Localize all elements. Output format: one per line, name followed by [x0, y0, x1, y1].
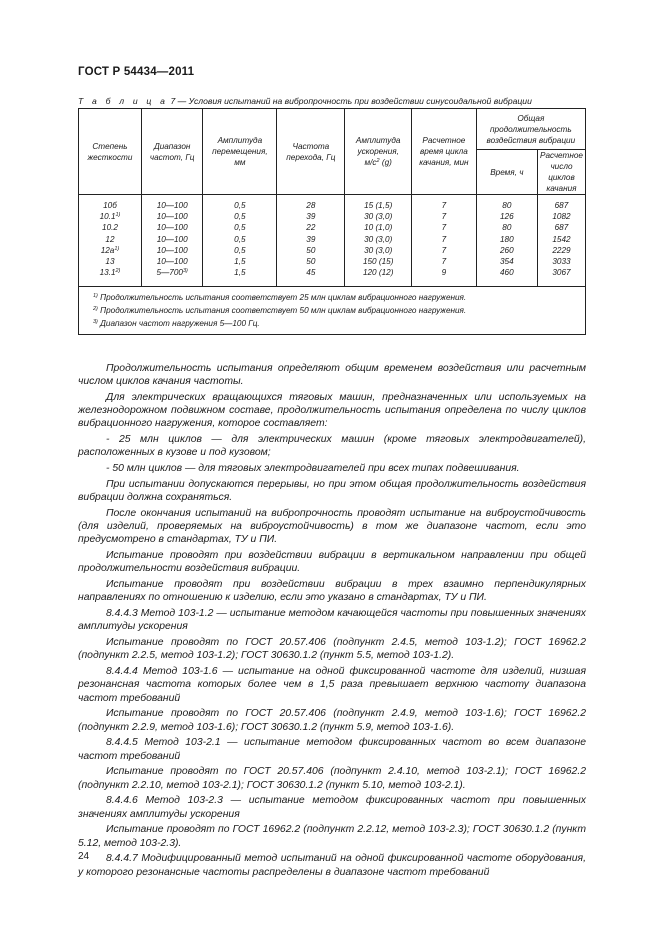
table-note: $^{3)}$ Диапазон частот нагружения 5—100 Гц.: [93, 319, 260, 328]
header-time: Время, ч: [476, 150, 537, 195]
time-cell: 354: [499, 257, 514, 267]
paragraph: Испытание проводят по ГОСТ 20.57.406 (подпункт 2.4.9, метод 103-1.6); ГОСТ 16962.2 (подпункт 2.2.9, метод 103-1.6); ГОСТ 30630.1.2 (пункт 5.9, метод 103-1.6).: [78, 708, 586, 733]
range-cell: 10—100: [156, 223, 188, 233]
time-cell: 80: [502, 201, 512, 210]
table-data-row: [79, 195, 586, 287]
amplitude-cell: 1,5: [234, 257, 246, 267]
header-acceleration-g: (g): [381, 158, 392, 167]
amplitude-cell: 0,5: [234, 223, 246, 233]
acceleration-cell: 30 (3,0): [364, 212, 393, 222]
table-note: $^{1)}$ Продолжительность испытания соответствует 25 млн циклам вибрационного нагружения.: [93, 293, 467, 302]
degree-cell: 13: [105, 257, 115, 267]
acceleration-cell: 30 (3,0): [364, 245, 393, 255]
table-caption-label: Т а б л и ц а: [78, 96, 169, 106]
col-crossover: [277, 195, 345, 287]
cycle-time-cell: 7: [441, 257, 447, 267]
degree-cell: 12: [105, 234, 115, 244]
range-cell: 10—100: [156, 234, 188, 244]
time-cell: 126: [499, 212, 514, 222]
header-acceleration-exp: 2: [376, 158, 380, 164]
header-cycles: Расчетное число циклов качания: [537, 150, 585, 195]
cycle-time-cell: 7: [441, 234, 447, 244]
cycles-cell: 687: [554, 223, 569, 233]
header-range: Диапазон частот, Гц: [141, 109, 202, 195]
range-cell: 10—100: [156, 212, 188, 222]
acceleration-cell: 10 (1,0): [364, 223, 393, 233]
paragraph: Испытание проводят по ГОСТ 20.57.406 (подпункт 2.4.10, метод 103-2.1); ГОСТ 16962.2 (подпункт 2.2.10, метод 103-2.1); ГОСТ 30630.1.2 (пункт 5.10, метод 103-2.1).: [78, 766, 586, 791]
paragraph: 8.4.4.3 Метод 103-1.2 — испытание методом качающейся частоты при повышенных значениях амплитуды ускорения: [78, 608, 586, 633]
header-total-duration: Общая продолжительность воздействия вибрации: [476, 109, 585, 150]
paragraph: 8.4.4.7 Модифицированный метод испытаний на одной фиксированной частоте оборудования, у которого резонансные частоты распределены в диапазоне частот требований: [78, 853, 586, 878]
crossover-cell: 50: [306, 245, 316, 255]
crossover-cell: 39: [306, 212, 316, 222]
header-acceleration-main: Амплитуда ускорения,: [355, 136, 401, 156]
crossover-cell: 45: [306, 268, 316, 278]
paragraph: После окончания испытаний на вибропрочность проводят испытание на виброустойчивость (для изделий, проверяемых на виброустойчивость) в том же диапазоне частот, если это предусмотрено в стандартах, ТУ и ПИ.: [78, 508, 586, 546]
header-cycle-time: Расчетное время цикла качания, мин: [412, 109, 477, 195]
cycles-cell: 2229: [552, 245, 571, 255]
time-cell: 260: [499, 245, 514, 255]
table-caption: [78, 96, 532, 106]
col-range: [141, 195, 202, 287]
crossover-cell: 50: [306, 257, 316, 267]
cycles-cell: 1542: [552, 234, 571, 244]
amplitude-cell: 0,5: [234, 201, 246, 210]
degree-cell: 10.1$^{1)}$: [99, 212, 121, 222]
acceleration-cell: 150 (15): [362, 257, 394, 267]
col-acceleration: [345, 195, 412, 287]
acceleration-cell: 30 (3,0): [364, 234, 393, 244]
col-degree: [79, 195, 142, 287]
table-notes: [79, 287, 586, 335]
paragraph: Испытание проводят при воздействии вибрации в трех взаимно перпендикулярных направлениях по отношению к изделию, если это указано в стандартах, ТУ и ПИ.: [78, 579, 586, 604]
crossover-cell: 22: [306, 223, 316, 233]
table-caption-text: 7 — Условия испытаний на вибропрочность при воздействии синусоидальной вибрации: [170, 96, 532, 106]
crossover-cell: 39: [306, 234, 316, 244]
paragraph: 8.4.4.5 Метод 103-2.1 — испытание методом фиксированных частот во всем диапазоне частот требований: [78, 737, 586, 762]
amplitude-cell: 0,5: [234, 245, 246, 255]
crossover-cell: 28: [306, 201, 316, 210]
paragraph: - 50 млн циклов — для тяговых электродвигателей при всех типах подвешивания.: [106, 463, 520, 475]
table-note: $^{2)}$ Продолжительность испытания соответствует 50 млн циклам вибрационного нагружения.: [93, 306, 467, 315]
header-acceleration: [345, 109, 412, 195]
header-acceleration-unit: м/с: [364, 158, 377, 167]
paragraph: При испытании допускаются перерывы, но при этом общая продолжительность воздействия вибрации должна сохраняться.: [78, 479, 586, 504]
paragraph: Продолжительность испытания определяют общим временем воздействия или расчетным числом циклов качания частоты.: [78, 363, 586, 388]
amplitude-cell: 0,5: [234, 212, 246, 222]
acceleration-cell: 15 (1,5): [364, 201, 393, 210]
time-cell: 80: [502, 223, 512, 233]
header-degree: Степень жесткости: [79, 109, 142, 195]
degree-cell: $12а^{1)}$: [100, 245, 120, 255]
cycle-time-cell: 7: [441, 245, 447, 255]
cycle-time-cell: 7: [441, 212, 447, 222]
amplitude-cell: 1,5: [234, 268, 246, 278]
cycles-cell: 3033: [552, 257, 571, 267]
cycles-cell: 687: [554, 201, 569, 210]
paragraph: Для электрических вращающихся тяговых машин, предназначенных или используемых на железнодорожном подвижном составе, продолжительность испытания определена по числу циклов вибрационного нагружения, которое составляет:: [78, 392, 586, 430]
col-cycles: [537, 195, 585, 287]
degree-cell: 10.2: [102, 223, 118, 233]
degree-cell: 10б: [103, 201, 117, 210]
header-amplitude: Амплитуда перемещения, мм: [203, 109, 277, 195]
header-crossover: Частота перехода, Гц: [277, 109, 345, 195]
range-cell: 10—100: [156, 201, 188, 210]
body-text: [78, 362, 586, 881]
col-time: [476, 195, 537, 287]
page-number: 24: [78, 851, 90, 862]
paragraph: Испытание проводят по ГОСТ 20.57.406 (подпункт 2.4.5, метод 103-1.2); ГОСТ 16962.2 (подпункт 2.2.5, метод 103-1.2); ГОСТ 30630.1.2 (пункт 5.5, метод 103-1.2).: [78, 637, 586, 662]
time-cell: 180: [499, 234, 514, 244]
paragraph: 8.4.4.4 Метод 103-1.6 — испытание на одной фиксированной частоте для изделий, низшая резонансная частота которых более чем в 1,5 раза превышает верхнюю частоту диапазона частот требований: [78, 666, 586, 704]
degree-cell: 13.1$^{2)}$: [99, 268, 121, 278]
cycle-time-cell: 7: [441, 201, 447, 210]
paragraph: Испытание проводят по ГОСТ 16962.2 (подпункт 2.2.12, метод 103-2.3); ГОСТ 30630.1.2 (пункт 5.12, метод 103-2.3).: [78, 824, 586, 849]
cycles-cell: 1082: [552, 212, 571, 222]
paragraph: Испытание проводят при воздействии вибрации в вертикальном направлении при общей продолжительности воздействия вибрации.: [78, 550, 586, 575]
range-cell: 10—100: [156, 257, 188, 267]
paragraph: 8.4.4.6 Метод 103-2.3 — испытание методом фиксированных частот при повышенных значениях амплитуды ускорения: [78, 795, 586, 820]
col-amplitude: [203, 195, 277, 287]
cycle-time-cell: 9: [441, 268, 447, 278]
range-cell: 5—700$^{3)}$: [156, 268, 188, 278]
vibration-conditions-table: [78, 108, 586, 335]
document-header: ГОСТ Р 54434—2011: [78, 66, 195, 78]
range-cell: 10—100: [156, 245, 188, 255]
cycle-time-cell: 7: [441, 223, 447, 233]
col-cycle-time: [412, 195, 477, 287]
cycles-cell: 3067: [552, 268, 571, 278]
amplitude-cell: 0,5: [234, 234, 246, 244]
acceleration-cell: 120 (12): [362, 268, 394, 278]
paragraph: - 25 млн циклов — для электрических машин (кроме тяговых электродвигателей), расположенных в кузове и под кузовом;: [78, 434, 586, 459]
time-cell: 460: [499, 268, 514, 278]
